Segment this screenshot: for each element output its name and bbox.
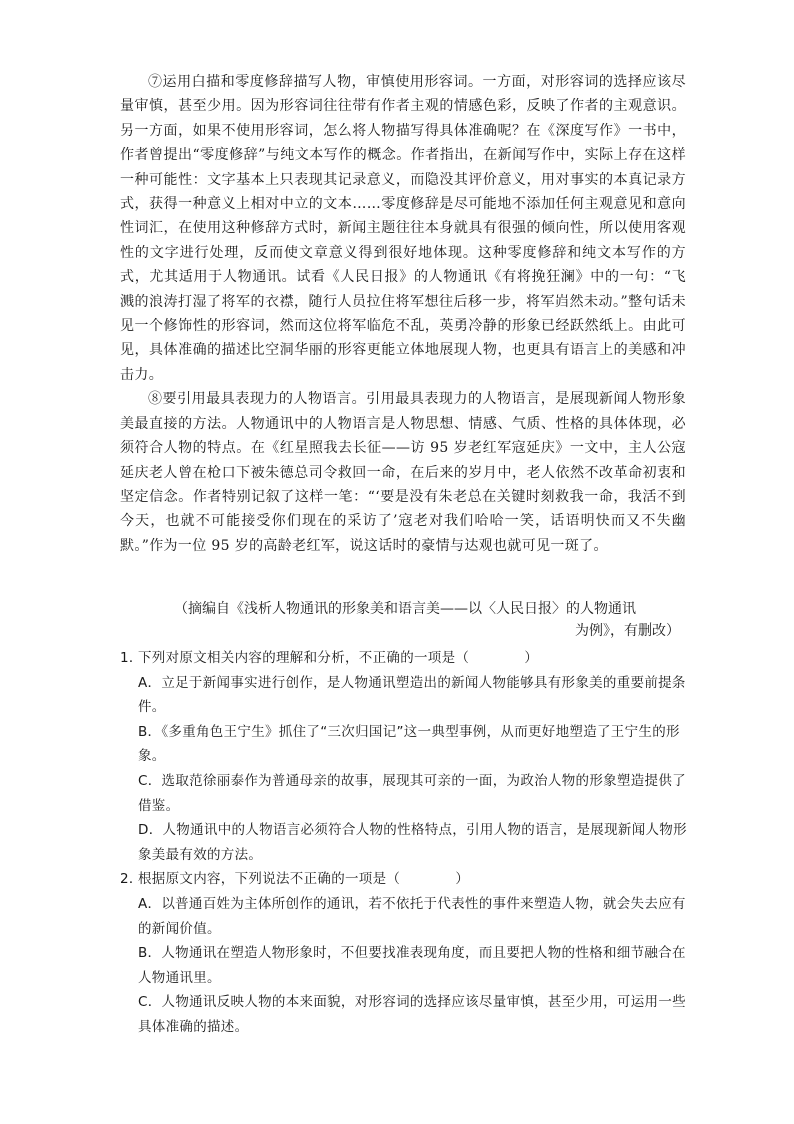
option-c[interactable]: C．人物通讯反映人物的本来面貌，对形容词的选择应该尽量审慎，甚至少用，可运用一些具体准确的描述。 bbox=[138, 994, 686, 1035]
option-a[interactable]: A．立足于新闻事实进行创作，是人物通讯塑造出的新闻人物能够具有形象美的重要前提条件。 bbox=[138, 674, 686, 716]
question-stem bbox=[120, 867, 688, 892]
paragraph-8: ⑧要引用最具表现力的人物语言。引用最具表现力的人物语言，是展现新闻人物形象美最直接的方法。人物通讯中的人物语言是人物思想、情感、气质、性格的具体体现，必须符合人物的特点。在《红星照我去长征——访 95 岁老红军寇延庆》一文中，主人公寇延庆老人曾在枪口下被朱德总司令救回一命，在后来的岁月中，老人依然不改革命初衷和坚定信念。作者特别记叙了这样一笔：“‘要是没有朱老总在关键时刻救我一命，我活不到今天，也就不可能接受你们现在的采访了’寇老对我们哈哈一笑，话语明快而又不失幽默。”作为一位 95 岁的高龄老红军，说这话时的豪情与达观也就可见一斑了。 bbox=[120, 391, 686, 554]
question-text: 下列对原文相关内容的理解和分析，不正确的一项是（ ） bbox=[138, 650, 539, 666]
question-stem bbox=[120, 646, 688, 671]
paragraph-7: ⑦运用白描和零度修辞描写人物，审慎使用形容词。一方面，对形容词的选择应该尽量审慎，甚至少用。因为形容词往往带有作者主观的情感色彩，反映了作者的主观意识。另一方面，如果不使用形容词，怎么将人物描写得具体准确呢？在《深度写作》一书中，作者曾提出“零度修辞”与纯文本写作的概念。作者指出，在新闻写作中，实际上存在这样一种可能性：文字基本上只表现其记录意义，而隐没其评价意义，用对事实的本真记录方式，获得一种意义上相对中立的文本……零度修辞是尽可能地不添加任何主观意见和意向性词汇，在使用这种修辞方式时，新闻主题往往本身就具有很强的倾向性，所以使用客观性的文字进行处理，反而使文章意义得到很好地体现。这种零度修辞和纯文本写作的方式，尤其适用于人物通讯。试看《人民日报》的人物通讯《有将挽狂澜》中的一句：“飞溅的浪涛打湿了将军的衣襟，随行人员拉住将军想往后移一步，将军岿然未动。”整句话未见一个修饰性的形容词，然而这位将军临危不乱，英勇冷静的形象已经跃然纸上。由此可见，具体准确的描述比空洞华丽的形容更能立体地展现人物，也更具有语言上的美感和冲击力。 bbox=[120, 74, 686, 383]
option-b[interactable]: B．人物通讯在塑造人物形象时，不但要找准表现角度，而且要把人物的性格和细节融合在人物通讯里。 bbox=[138, 945, 686, 986]
question-number: 2． bbox=[120, 871, 143, 888]
essay-excerpt bbox=[120, 70, 686, 558]
option-d[interactable]: D．人物通讯中的人物语言必须符合人物的性格特点，引用人物的语言，是展现新闻人物形象美最有效的方法。 bbox=[138, 822, 687, 863]
question-text: 根据原文内容，下列说法不正确的一项是（ ） bbox=[138, 871, 470, 888]
source-citation bbox=[120, 598, 680, 642]
option-c[interactable]: C．选取范徐丽泰作为普通母亲的故事，展现其可亲的一面，为政治人物的形象塑造提供了借鉴。 bbox=[138, 772, 686, 814]
question-number: 1． bbox=[120, 650, 143, 666]
question-list bbox=[120, 646, 688, 1040]
option-b[interactable]: B．《多重角色王宁生》抓住了“三次归国记”这一典型事例，从而更好地塑造了王宁生的形象。 bbox=[138, 723, 680, 765]
question-1 bbox=[120, 646, 688, 867]
citation-line-2: 为例》，有删改） bbox=[575, 623, 680, 639]
citation-line-1: （摘编自《浅析人物通讯的形象美和语言美——以〈人民日报〉的人物通讯 bbox=[174, 601, 636, 617]
option-a[interactable]: A．以普通百姓为主体所创作的通讯，若不依托于代表性的事件来塑造人物，就会失去应有的新闻价值。 bbox=[138, 895, 686, 937]
question-2 bbox=[120, 867, 688, 1039]
